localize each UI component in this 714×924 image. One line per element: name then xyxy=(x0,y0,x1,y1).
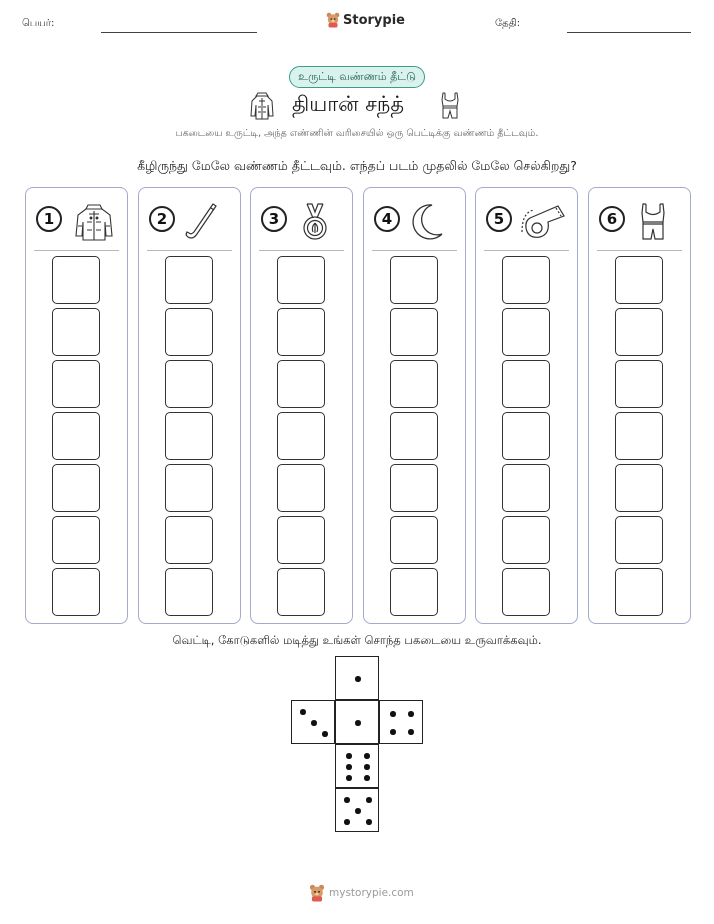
column-2 xyxy=(138,187,241,624)
column-3 xyxy=(250,187,353,624)
color-box[interactable] xyxy=(277,308,325,356)
die-face-1 xyxy=(335,656,379,700)
column-divider xyxy=(34,250,119,251)
column-4 xyxy=(363,187,466,624)
color-box[interactable] xyxy=(277,464,325,512)
die-pip xyxy=(390,729,396,735)
color-box[interactable] xyxy=(165,568,213,616)
color-box[interactable] xyxy=(165,256,213,304)
color-box[interactable] xyxy=(165,308,213,356)
column-divider xyxy=(597,250,682,251)
color-box[interactable] xyxy=(615,464,663,512)
die-face-3 xyxy=(291,700,335,744)
die-pip xyxy=(322,731,328,737)
singlet-icon xyxy=(633,202,673,242)
die-pip xyxy=(408,729,414,735)
die-pip xyxy=(346,775,352,781)
color-box[interactable] xyxy=(502,256,550,304)
die-pip xyxy=(408,711,414,717)
column-divider xyxy=(372,250,457,251)
die-pip xyxy=(346,764,352,770)
color-box[interactable] xyxy=(165,516,213,564)
column-number: 4 xyxy=(374,206,400,232)
whistle-icon xyxy=(520,202,568,242)
color-box[interactable] xyxy=(277,516,325,564)
coat-icon xyxy=(70,202,118,242)
page-title: தியான் சந்த் xyxy=(292,92,405,116)
color-box[interactable] xyxy=(502,308,550,356)
color-box[interactable] xyxy=(52,412,100,460)
color-box[interactable] xyxy=(52,568,100,616)
color-box[interactable] xyxy=(502,412,550,460)
bear-icon xyxy=(309,884,325,902)
die-pip xyxy=(346,753,352,759)
brand-name: Storypie xyxy=(343,12,405,28)
color-box[interactable] xyxy=(615,360,663,408)
color-box[interactable] xyxy=(165,360,213,408)
die-pip xyxy=(366,819,372,825)
color-box[interactable] xyxy=(52,516,100,564)
coat-icon xyxy=(249,91,275,121)
moon-icon xyxy=(408,202,448,242)
color-box[interactable] xyxy=(390,516,438,564)
die-pip xyxy=(311,720,317,726)
activity-pill: உருட்டி வண்ணம் தீட்டு xyxy=(289,66,425,88)
color-box[interactable] xyxy=(615,256,663,304)
column-number: 5 xyxy=(486,206,512,232)
die-pip xyxy=(355,720,361,726)
die-pip xyxy=(366,797,372,803)
die-pip xyxy=(364,764,370,770)
brand-logo xyxy=(326,12,405,28)
color-box[interactable] xyxy=(277,412,325,460)
die-face-5 xyxy=(335,788,379,832)
color-box[interactable] xyxy=(615,308,663,356)
hockey-stick-icon xyxy=(183,202,223,242)
column-6 xyxy=(588,187,691,624)
bear-icon xyxy=(326,12,340,28)
name-label: பெயர்: xyxy=(22,18,55,29)
color-box[interactable] xyxy=(52,308,100,356)
color-box[interactable] xyxy=(277,256,325,304)
color-box[interactable] xyxy=(390,464,438,512)
column-divider xyxy=(259,250,344,251)
column-number: 3 xyxy=(261,206,287,232)
color-box[interactable] xyxy=(502,516,550,564)
name-line[interactable] xyxy=(101,32,257,33)
color-box[interactable] xyxy=(52,360,100,408)
date-label: தேதி: xyxy=(495,18,521,29)
column-divider xyxy=(147,250,232,251)
column-divider xyxy=(484,250,569,251)
instruction: கீழிருந்து மேலே வண்ணம் தீட்டவும். எந்தப் படம் முதலில் மேலே செல்கிறது? xyxy=(137,158,577,173)
color-box[interactable] xyxy=(277,568,325,616)
die-face-4 xyxy=(379,700,423,744)
die-pip xyxy=(390,711,396,717)
color-box[interactable] xyxy=(502,464,550,512)
column-number: 6 xyxy=(599,206,625,232)
medal-icon xyxy=(295,202,335,242)
die-face-1 xyxy=(335,700,379,744)
color-box[interactable] xyxy=(52,464,100,512)
color-box[interactable] xyxy=(390,256,438,304)
subtitle: பகடையை உருட்டி, அந்த எண்ணின் வரிசையில் ஒரு பெட்டிக்கு வண்ணம் தீட்டவும். xyxy=(175,128,539,139)
singlet-icon xyxy=(438,91,462,121)
color-box[interactable] xyxy=(165,412,213,460)
die-pip xyxy=(344,797,350,803)
color-box[interactable] xyxy=(615,412,663,460)
color-box[interactable] xyxy=(165,464,213,512)
die-pip xyxy=(300,709,306,715)
column-5 xyxy=(475,187,578,624)
column-1 xyxy=(25,187,128,624)
color-box[interactable] xyxy=(390,412,438,460)
color-box[interactable] xyxy=(390,568,438,616)
color-box[interactable] xyxy=(615,516,663,564)
column-number: 1 xyxy=(36,206,62,232)
die-pip xyxy=(364,775,370,781)
die-pip xyxy=(355,808,361,814)
die-pip xyxy=(344,819,350,825)
date-line[interactable] xyxy=(567,32,691,33)
die-pip xyxy=(364,753,370,759)
die-face-6 xyxy=(335,744,379,788)
color-box[interactable] xyxy=(52,256,100,304)
footer xyxy=(309,884,414,902)
column-number: 2 xyxy=(149,206,175,232)
die-pip xyxy=(355,676,361,682)
color-box[interactable] xyxy=(277,360,325,408)
color-box[interactable] xyxy=(615,568,663,616)
color-box[interactable] xyxy=(502,360,550,408)
color-box[interactable] xyxy=(502,568,550,616)
footer-url[interactable]: mystorypie.com xyxy=(329,887,414,899)
fold-instruction: வெட்டி, கோடுகளில் மடித்து உங்கள் சொந்த பகடையை உருவாக்கவும். xyxy=(172,633,542,647)
color-box[interactable] xyxy=(390,360,438,408)
color-box[interactable] xyxy=(390,308,438,356)
